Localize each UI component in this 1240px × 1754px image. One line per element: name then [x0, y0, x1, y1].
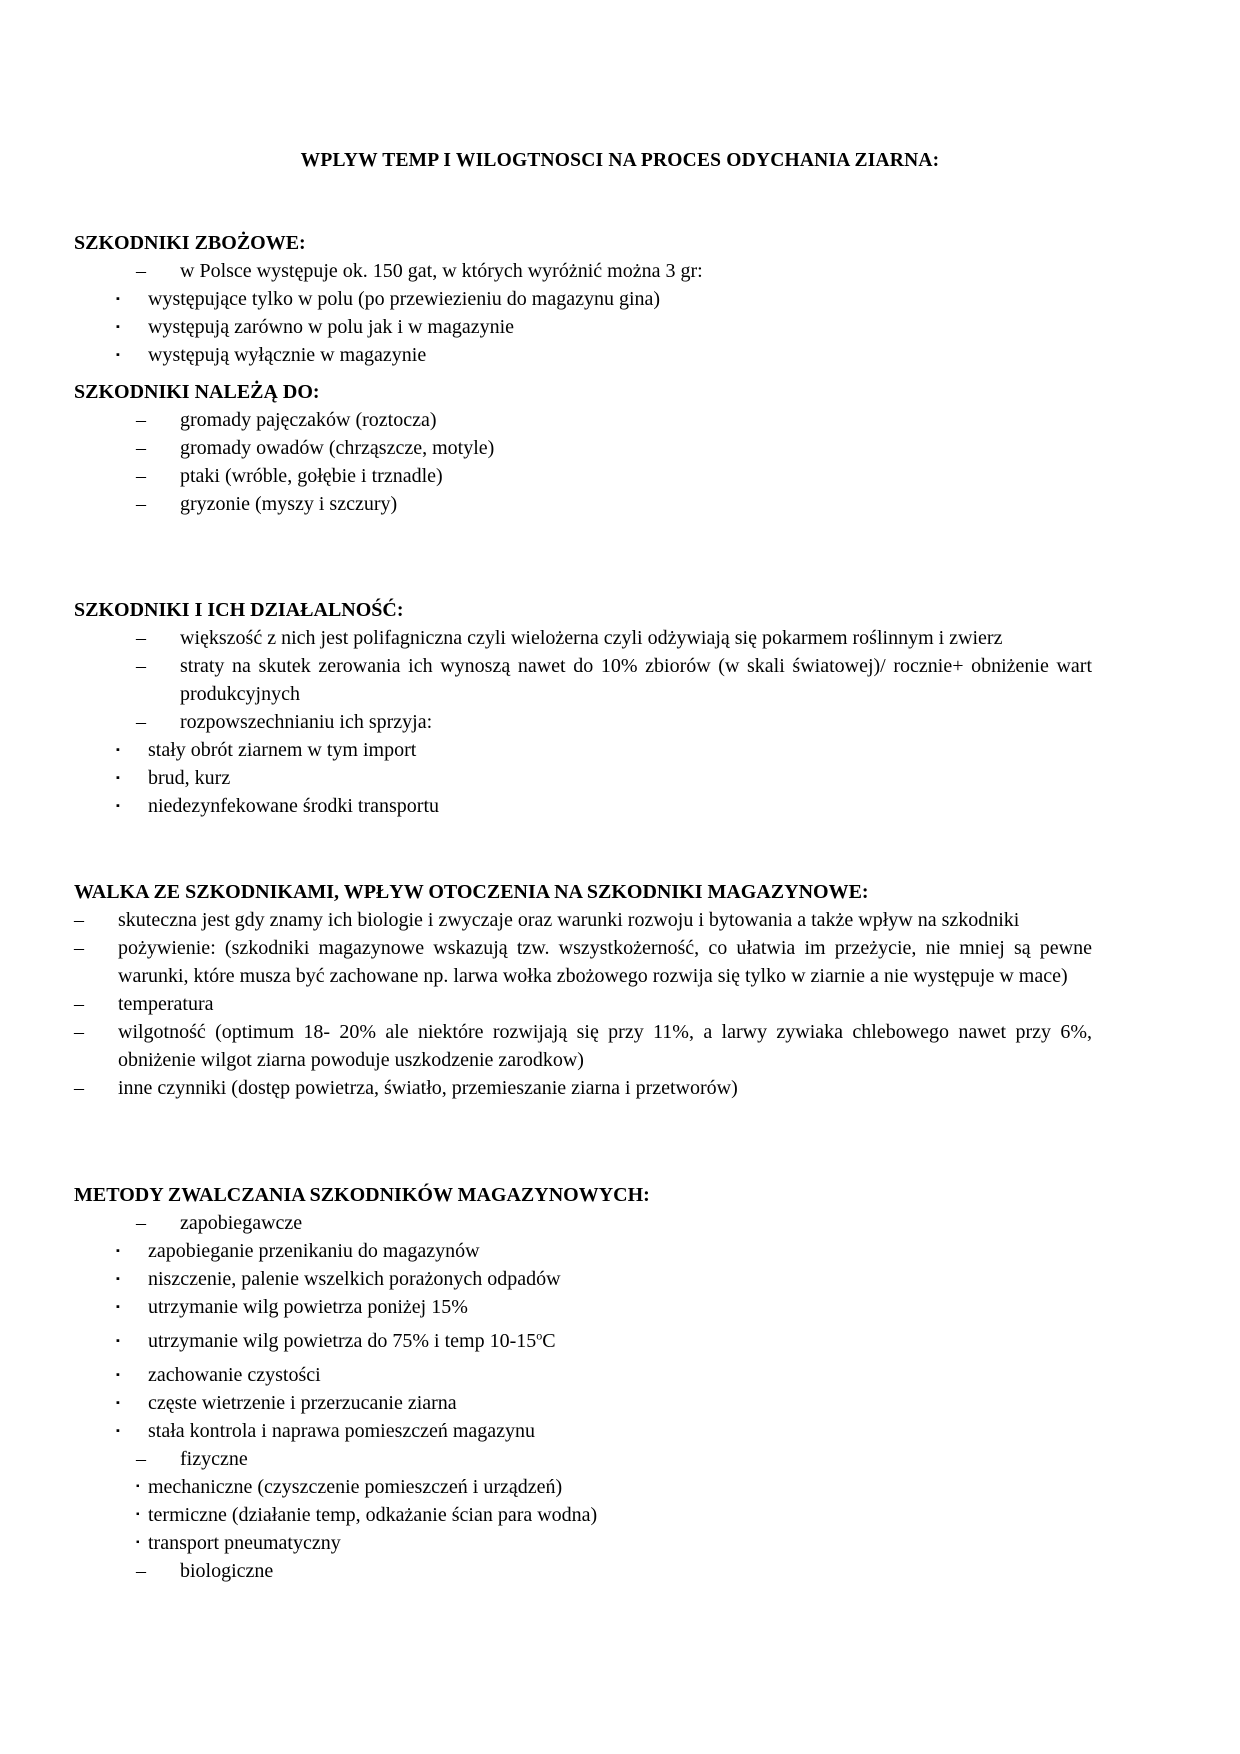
section-heading: WALKA ZE SZKODNIKAMI, WPŁYW OTOCZENIA NA SZKODNIKI MAGAZYNOWE:: [74, 881, 869, 903]
dash-bullet: –: [136, 1448, 146, 1470]
dash-bullet: –: [136, 1212, 146, 1234]
dash-bullet: –: [74, 937, 84, 959]
list-item: – wilgotność (optimum 18- 20% ale niektóre rozwijają się przy 11%, a larwy zywiaka chlebowego nawet przy 6%, obniżenie wilgot ziarna powoduje uszkodzenie zarodkow): [74, 1018, 1092, 1074]
dash-bullet: –: [136, 1560, 146, 1582]
list-item: – rozpowszechnianiu ich sprzyja:: [74, 708, 1092, 736]
list-item: ▪ utrzymanie wilg powietrza do 75% i temp 10-15$^o$C: [74, 1327, 1092, 1355]
dash-bullet: –: [136, 655, 146, 677]
list-item: ▪ występują wyłącznie w magazynie: [74, 341, 1092, 369]
list-item: – biologiczne: [74, 1557, 1092, 1585]
dash-bullet: –: [136, 437, 146, 459]
section-szkodniki-naleza-do: [74, 378, 1092, 518]
section-heading: SZKODNIKI ZBOŻOWE:: [74, 232, 306, 254]
dash-bullet: –: [136, 260, 146, 282]
square-bullet: ▪: [116, 772, 120, 784]
dash-bullet: –: [136, 627, 146, 649]
list-item: ▪ zachowanie czystości: [74, 1361, 1092, 1389]
square-bullet: ▪: [116, 1245, 120, 1257]
dash-bullet: –: [74, 1077, 84, 1099]
list-item: – fizyczne: [74, 1445, 1092, 1473]
dash-bullet: –: [74, 993, 84, 1015]
dash-bullet: –: [136, 409, 146, 431]
list-item: ▪ transport pneumatyczny: [74, 1529, 1092, 1557]
dash-bullet: –: [136, 465, 146, 487]
square-bullet: ▪: [136, 1537, 140, 1548]
section-walka-ze-szkodnikami: [74, 878, 1092, 1102]
section-heading: SZKODNIKI NALEŻĄ DO:: [74, 381, 320, 403]
dash-bullet: –: [74, 1021, 84, 1043]
list-item: ▪ niszczenie, palenie wszelkich porażonych odpadów: [74, 1265, 1092, 1293]
list-item: – pożywienie: (szkodniki magazynowe wskazują tzw. wszystkożerność, co ułatwia im przeżycie, nie mniej są pewne warunki, które musza być zachowane np. larwa wołka zbożowego rozwija się tylko w ziarnie a nie występuje w mace): [74, 934, 1092, 990]
square-bullet: ▪: [116, 349, 120, 361]
list-item: ▪ częste wietrzenie i przerzucanie ziarna: [74, 1389, 1092, 1417]
list-item: – gryzonie (myszy i szczury): [74, 490, 1092, 518]
dash-bullet: –: [136, 493, 146, 515]
list-item: ▪ utrzymanie wilg powietrza poniżej 15%: [74, 1293, 1092, 1321]
square-bullet: ▪: [136, 1509, 140, 1520]
list-item: – straty na skutek zerowania ich wynoszą nawet do 10% zbiorów (w skali światowej)/ rocznie+ obniżenie wart produkcyjnych: [74, 652, 1092, 708]
square-bullet: ▪: [116, 1301, 120, 1313]
list-item: – temperatura: [74, 990, 1092, 1018]
list-item: ▪ termiczne (działanie temp, odkażanie ścian para wodna): [74, 1501, 1092, 1529]
dash-bullet: –: [136, 711, 146, 733]
square-bullet: ▪: [116, 1273, 120, 1285]
list-item: ▪ stały obrót ziarnem w tym import: [74, 736, 1092, 764]
list-item: – skuteczna jest gdy znamy ich biologie i zwyczaje oraz warunki rozwoju i bytowania a także wpływ na szkodniki: [74, 906, 1092, 934]
square-bullet: ▪: [116, 1369, 120, 1381]
page-title: WPLYW TEMP I WILOGTNOSCI NA PROCES ODYCHANIA ZIARNA:: [300, 150, 940, 171]
degree-symbol: o: [536, 1328, 543, 1343]
square-bullet: ▪: [116, 1397, 120, 1409]
list-item: – gromady pajęczaków (roztocza): [74, 406, 1092, 434]
square-bullet: ▪: [116, 1425, 120, 1437]
list-item: – inne czynniki (dostęp powietrza, światło, przemieszanie ziarna i przetworów): [74, 1074, 1092, 1102]
square-bullet: ▪: [116, 1335, 120, 1347]
section-szkodniki-dzialalnosc: [74, 596, 1092, 820]
dash-bullet: –: [74, 909, 84, 931]
section-heading: SZKODNIKI I ICH DZIAŁALNOŚĆ:: [74, 599, 404, 621]
square-bullet: ▪: [116, 800, 120, 812]
list-item: – zapobiegawcze: [74, 1209, 1092, 1237]
list-item: ▪ niedezynfekowane środki transportu: [74, 792, 1092, 820]
list-item: – ptaki (wróble, gołębie i trznadle): [74, 462, 1092, 490]
list-item: ▪ brud, kurz: [74, 764, 1092, 792]
list-item: – gromady owadów (chrząszcze, motyle): [74, 434, 1092, 462]
list-item: ▪ mechaniczne (czyszczenie pomieszczeń i urządzeń): [74, 1473, 1092, 1501]
list-item: – w Polsce występuje ok. 150 gat, w których wyróżnić można 3 gr:: [74, 257, 1092, 285]
list-item: ▪ występują zarówno w polu jak i w magazynie: [74, 313, 1092, 341]
degree-unit: C: [542, 1330, 556, 1352]
section-metody-zwalczania: [74, 1181, 1092, 1585]
list-item: – większość z nich jest polifagniczna czyli wielożerna czyli odżywiają się pokarmem roślinnym i zwierz: [74, 624, 1092, 652]
square-bullet: ▪: [116, 744, 120, 756]
list-item: ▪ stała kontrola i naprawa pomieszczeń magazynu: [74, 1417, 1092, 1445]
list-item: ▪ zapobieganie przenikaniu do magazynów: [74, 1237, 1092, 1265]
section-szkodniki-zbozowe: [74, 229, 1092, 369]
section-heading: METODY ZWALCZANIA SZKODNIKÓW MAGAZYNOWYCH:: [74, 1184, 650, 1206]
list-item: ▪ występujące tylko w polu (po przewiezieniu do magazynu gina): [74, 285, 1092, 313]
square-bullet: ▪: [116, 293, 120, 305]
square-bullet: ▪: [116, 321, 120, 333]
square-bullet: ▪: [136, 1481, 140, 1492]
